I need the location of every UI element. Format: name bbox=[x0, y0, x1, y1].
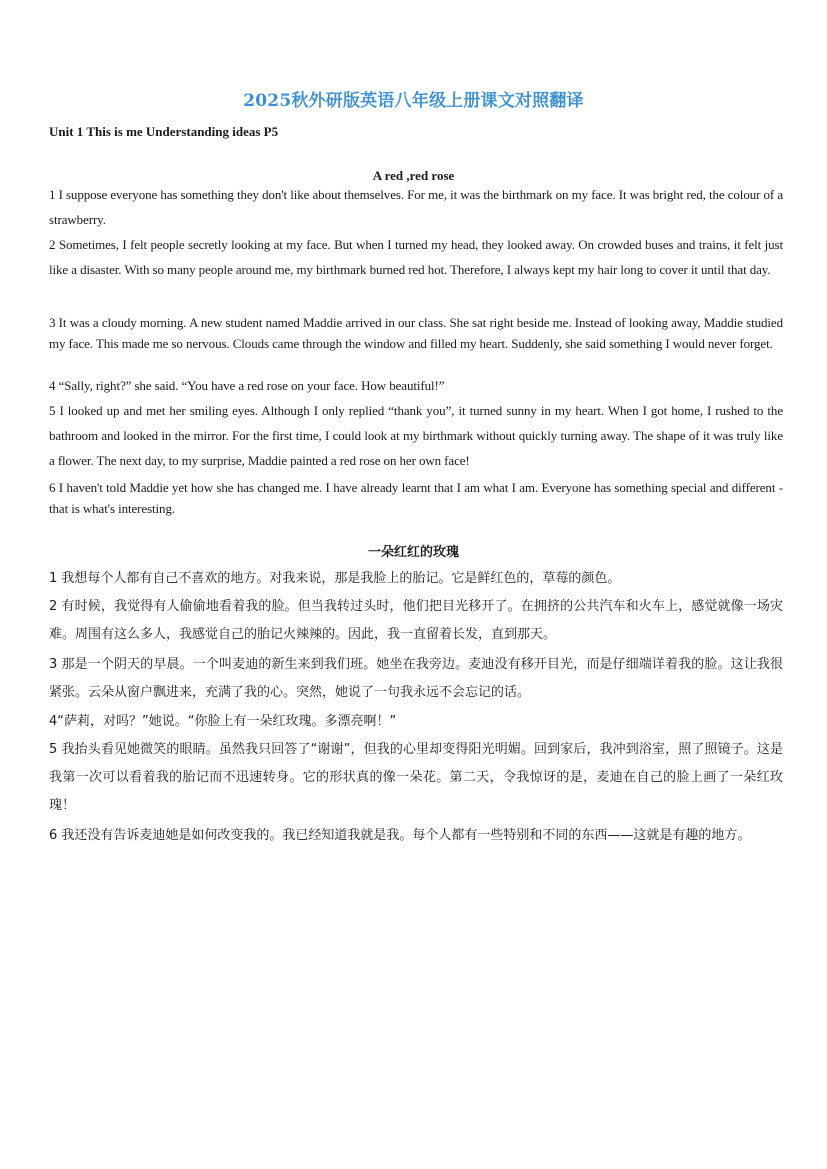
english-paragraph-2: 2 Sometimes, I felt people secretly looking at my face. But when I turned my head, they looked away. On crowded buses and trains, it felt just like a disaster. With so many people around me, my birthmark burned red hot. Therefore, I always kept my hair long to cover it until that day. bbox=[49, 237, 783, 277]
chinese-text-title: 一朵红红的玫瑰 bbox=[367, 545, 459, 560]
chinese-paragraph-3: 3 那是一个阴天的早晨。一个叫麦迪的新生来到我们班。她坐在我旁边。麦迪没有移开目光，而是仔细端详着我的脸。这让我很紧张。云朵从窗户飘进来，充满了我的心。突然，她说了一句我永远不会忘记的话。 bbox=[49, 657, 783, 700]
english-paragraph-6: 6 I haven't told Maddie yet how she has changed me. I have already learnt that I am what I am. Everyone has something special and different - that is what's interesting. bbox=[49, 480, 783, 516]
chinese-paragraph-6: 6 我还没有告诉麦迪她是如何改变我的。我已经知道我就是我。每个人都有一些特别和不同的东西——这就是有趣的地方。 bbox=[49, 828, 751, 843]
chinese-paragraph-2: 2 有时候，我觉得有人偷偷地看着我的脸。但当我转过头时，他们把目光移开了。在拥挤的公共汽车和火车上，感觉就像一场灾难。周围有这么多人，我感觉自己的胎记火辣辣的。因此，我一直留着长发，直到那天。 bbox=[49, 599, 783, 642]
english-paragraph-1: 1 I suppose everyone has something they don't like about themselves. For me, it was the birthmark on my face. It was bright red, the colour of a strawberry. bbox=[49, 187, 783, 227]
document-title: 2025秋外研版英语八年级上册课文对照翻译 bbox=[243, 91, 584, 111]
english-paragraph-5: 5 I looked up and met her smiling eyes. Although I only replied “thank you”, it turned sunny in my heart. When I got home, I rushed to the bathroom and looked in the mirror. For the first time, I could look at my birthmark without quickly turning away. The shape of it was truly like a flower. The next day, to my surprise, Maddie painted a red rose on her own face! bbox=[49, 403, 783, 468]
english-text-title: A red ,red rose bbox=[372, 168, 455, 183]
chinese-paragraph-4: 4“萨莉，对吗？”她说。“你脸上有一朵红玫瑰。多漂亮啊！” bbox=[49, 714, 397, 729]
unit-heading: Unit 1 This is me Understanding ideas P5 bbox=[49, 124, 279, 139]
chinese-paragraph-5: 5 我抬头看见她微笑的眼睛。虽然我只回答了“谢谢”，但我的心里却变得阳光明媚。回到家后，我冲到浴室，照了照镜子。这是我第一次可以看着我的胎记而不迅速转身。它的形状真的像一朵花。第二天，令我惊讶的是，麦迪在自己的脸上画了一朵红玫瑰！ bbox=[49, 742, 783, 813]
chinese-paragraph-1: 1 我想每个人都有自己不喜欢的地方。对我来说，那是我脸上的胎记。它是鲜红色的，草莓的颜色。 bbox=[49, 571, 621, 586]
english-paragraph-4: 4 “Sally, right?” she said. “You have a red rose on your face. How beautiful!” bbox=[49, 378, 445, 393]
english-paragraph-3: 3 It was a cloudy morning. A new student named Maddie arrived in our class. She sat right beside me. Instead of looking away, Maddie studied my face. This made me so nervous. Clouds came through the window and filled my heart. Suddenly, she said something I would never forget. bbox=[49, 315, 783, 351]
